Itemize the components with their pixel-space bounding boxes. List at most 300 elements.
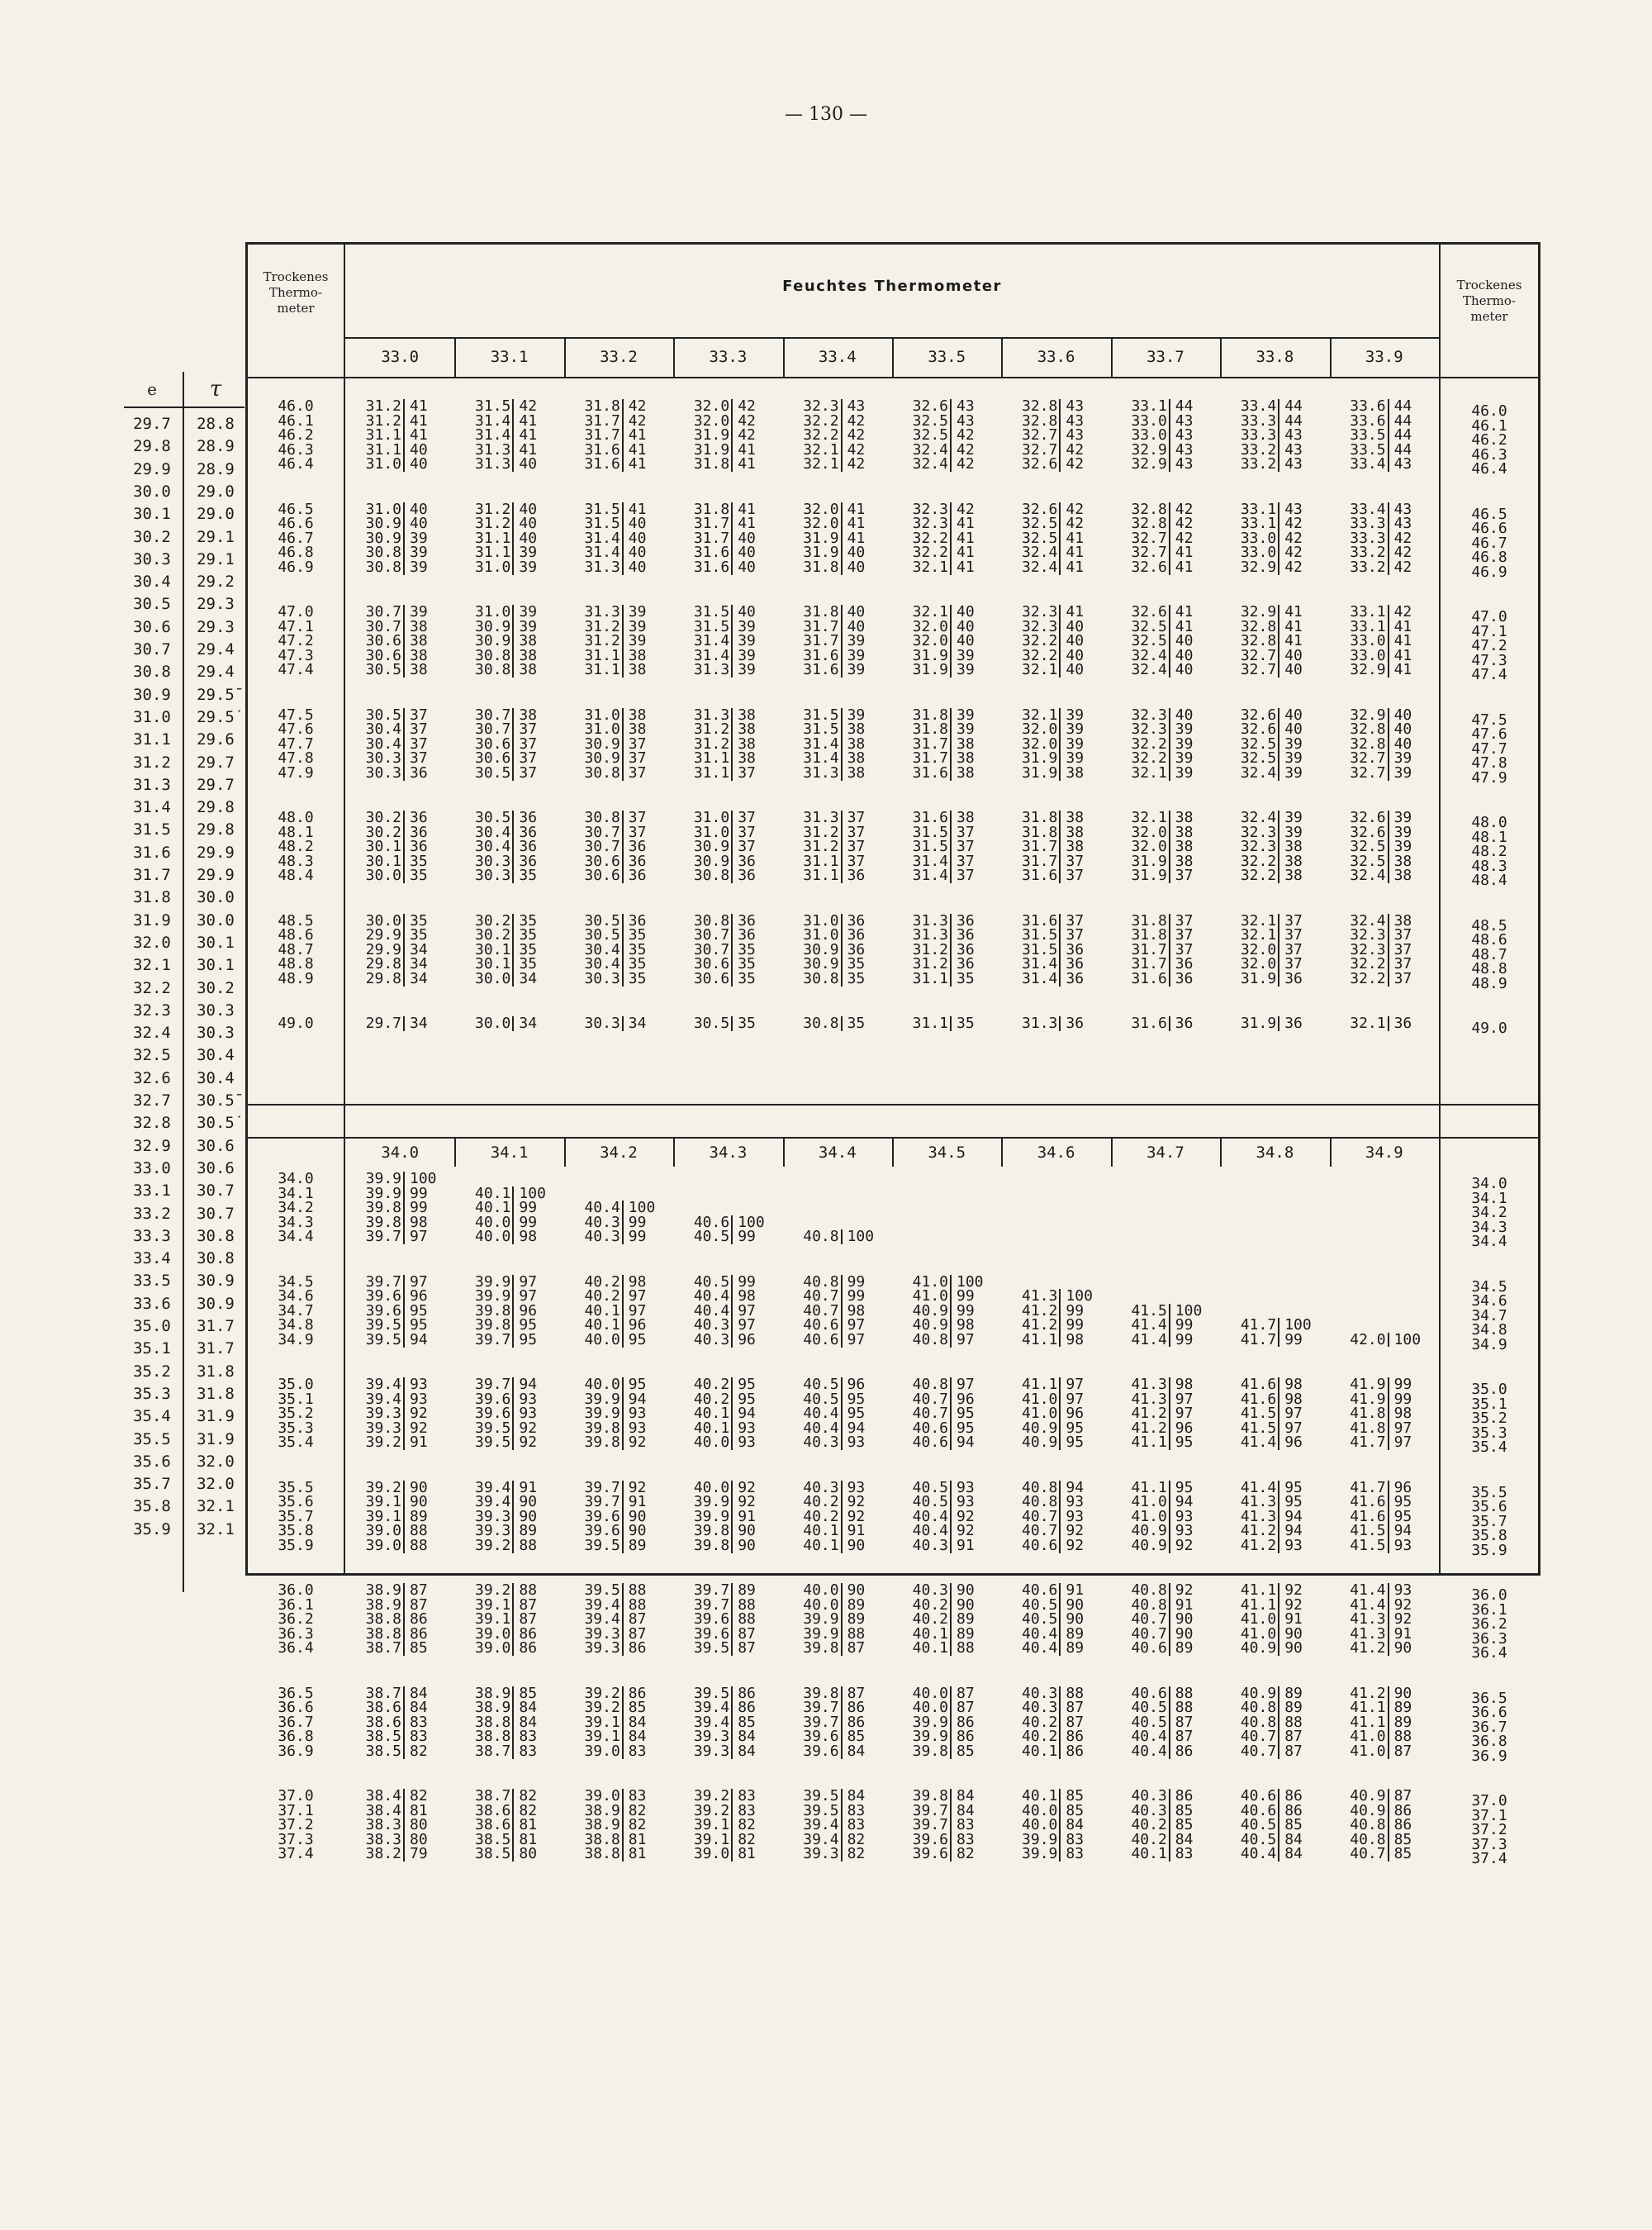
relative-humidity: 84: [847, 1742, 866, 1760]
wet-temperature: 39.8: [693, 1522, 730, 1540]
wet-temperature-values: [1333, 1789, 1386, 1862]
wet-temperature: 32.5: [1022, 529, 1058, 547]
humidity-values: [519, 399, 562, 472]
relative-humidity: 79: [410, 1845, 428, 1863]
relative-humidity: 43: [1393, 500, 1412, 518]
wet-temperature-values: [1004, 1478, 1058, 1554]
relative-humidity: 37: [1393, 926, 1412, 944]
relative-humidity: 39: [410, 529, 428, 547]
wet-temperature: 41.4: [1350, 1581, 1386, 1599]
wet-temperature: 31.8: [1022, 809, 1058, 826]
column-divider: [1330, 1139, 1332, 1167]
wet-temperature: 41.6: [1240, 1376, 1277, 1393]
dry-value: 46.4: [278, 455, 314, 473]
relative-humidity: 87: [1066, 1713, 1085, 1731]
relative-humidity: 94: [1175, 1493, 1194, 1511]
relative-humidity: 35: [628, 955, 647, 973]
wet-temperature: 40.0: [803, 1581, 839, 1599]
wet-temperature: 30.5: [584, 926, 620, 944]
side-e-value: 31.7: [133, 866, 171, 884]
side-e-value: 32.7: [133, 1091, 171, 1110]
wet-temperature: 40.7: [1022, 1507, 1058, 1525]
dry-value: 37.1: [1471, 1806, 1507, 1824]
wet-temperature: 40.5: [693, 1272, 730, 1291]
relative-humidity: 39: [957, 706, 975, 724]
wet-temperature: 41.1: [1022, 1376, 1058, 1393]
wet-temperature: 39.2: [365, 1434, 401, 1452]
side-row: [124, 1338, 244, 1360]
dry-value: 34.8: [278, 1316, 314, 1334]
side-e-value: 33.6: [133, 1294, 171, 1313]
wet-temperature: 39.1: [365, 1507, 401, 1525]
humidity-values: [1284, 1318, 1327, 1347]
humidity-values: [1394, 502, 1437, 575]
wet-temperature: 40.9: [1022, 1434, 1058, 1452]
wet-temperature: 33.6: [1350, 397, 1386, 415]
wet-temperature: 40.9: [912, 1301, 948, 1319]
humidity-values: [1066, 1583, 1108, 1656]
relative-humidity: 99: [410, 1184, 428, 1202]
wet-temperature: 39.4: [584, 1610, 620, 1629]
wet-temperature: 39.8: [584, 1419, 620, 1437]
wet-temperature: 31.5: [693, 617, 730, 635]
wet-temperature: 39.4: [693, 1713, 730, 1731]
wet-cell-group: [895, 1478, 999, 1554]
dry-value: 47.2: [1471, 637, 1507, 655]
relative-humidity: 89: [410, 1507, 428, 1525]
side-tau-value: 29.6: [197, 730, 235, 749]
dry-value: 37.4: [278, 1845, 314, 1863]
value-separator: [1059, 708, 1061, 781]
wet-temperature: 30.4: [584, 955, 620, 973]
wet-temperature: 32.1: [1022, 706, 1058, 724]
wet-temperature: 31.3: [584, 558, 620, 576]
wet-cell-group: [1333, 1583, 1437, 1656]
relative-humidity: 100: [519, 1184, 546, 1202]
wet-temperature-values: [786, 1016, 839, 1031]
wet-temperature-values: [1333, 708, 1386, 781]
relative-humidity: 90: [1284, 1639, 1303, 1657]
wet-temperature-values: [1333, 1016, 1386, 1031]
humidity-values: [410, 1478, 453, 1554]
wet-cell-group: [786, 1583, 890, 1656]
relative-humidity: 86: [1066, 1742, 1085, 1760]
wet-temperature: 30.8: [584, 763, 620, 782]
relative-humidity: 42: [957, 426, 975, 445]
relative-humidity: 87: [957, 1684, 975, 1702]
relative-humidity: 39: [1393, 809, 1412, 826]
relative-humidity: 37: [628, 763, 647, 782]
wet-temperature: 30.6: [365, 632, 401, 650]
relative-humidity: 40: [1066, 632, 1085, 650]
wet-temperature: 40.1: [912, 1639, 948, 1657]
column-divider: [1330, 338, 1332, 377]
relative-humidity: 41: [1066, 529, 1085, 547]
relative-humidity: 34: [410, 940, 428, 958]
wet-temperature: 30.6: [365, 646, 401, 664]
wet-temperature: 31.1: [912, 969, 948, 987]
wet-temperature: 31.0: [475, 558, 511, 576]
relative-humidity: 80: [410, 1816, 428, 1834]
relative-humidity: 93: [738, 1434, 756, 1452]
wet-temperature-values: [895, 911, 948, 987]
relative-humidity: 92: [410, 1419, 428, 1437]
relative-humidity: 40: [628, 544, 647, 562]
relative-humidity: 86: [1393, 1816, 1412, 1834]
relative-humidity: 95: [1175, 1478, 1194, 1496]
wet-temperature: 31.1: [693, 763, 730, 782]
relative-humidity: 44: [1393, 411, 1412, 430]
wet-temperature: 41.4: [1240, 1478, 1277, 1496]
column-header-33.3: 33.3: [709, 348, 748, 366]
column-divider: [1001, 338, 1003, 377]
wet-temperature: 38.5: [365, 1728, 401, 1746]
relative-humidity: 43: [1393, 515, 1412, 533]
humidity-values: [410, 811, 453, 883]
relative-humidity: 90: [847, 1536, 866, 1554]
wet-temperature-values: [1004, 811, 1057, 883]
relative-humidity: 36: [519, 823, 538, 841]
relative-humidity: 84: [410, 1699, 428, 1717]
wet-temperature: 31.4: [475, 426, 511, 445]
relative-humidity: 89: [628, 1536, 647, 1554]
wet-temperature: 40.7: [1240, 1742, 1277, 1760]
relative-humidity: 36: [628, 867, 647, 885]
relative-humidity: 84: [1284, 1830, 1303, 1848]
wet-temperature: 31.7: [584, 426, 620, 445]
wet-temperature: 41.1: [1350, 1713, 1386, 1731]
value-separator: [1388, 605, 1389, 678]
dry-values-right: [1441, 610, 1538, 682]
relative-humidity: 39: [1175, 749, 1194, 768]
wet-temperature: 30.9: [693, 852, 730, 870]
relative-humidity: 42: [1284, 558, 1303, 576]
side-e-value: 35.4: [133, 1407, 171, 1426]
relative-humidity: 39: [847, 661, 866, 679]
wet-cell-group: [567, 1272, 672, 1348]
wet-cell-group: [1114, 1583, 1218, 1656]
relative-humidity: 38: [1393, 867, 1412, 885]
wet-cell-group: [1333, 1377, 1437, 1450]
value-separator: [622, 1377, 624, 1450]
relative-humidity: 95: [1393, 1493, 1412, 1511]
relative-humidity: 42: [957, 500, 975, 518]
wet-temperature: 40.3: [803, 1434, 839, 1452]
wet-temperature-values: [458, 1478, 511, 1554]
relative-humidity: 86: [738, 1699, 756, 1717]
relative-humidity: 93: [1393, 1536, 1412, 1554]
side-tau-value: 30.8: [197, 1249, 235, 1268]
side-tau-value: 30.9: [197, 1272, 235, 1291]
wet-temperature: 33.0: [1240, 529, 1277, 547]
relative-humidity: 37: [628, 809, 647, 826]
relative-humidity: 85: [738, 1713, 756, 1731]
humidity-values: [1066, 708, 1108, 781]
wet-cell-group: [567, 708, 672, 781]
relative-humidity: 100: [1175, 1301, 1203, 1319]
relative-humidity: 41: [1393, 632, 1412, 650]
wet-temperature-values: [786, 1272, 839, 1348]
wet-temperature: 40.6: [803, 1316, 839, 1334]
relative-humidity: 40: [1066, 661, 1085, 679]
wet-temperature: 32.8: [1131, 515, 1167, 533]
wet-temperature: 41.2: [1022, 1301, 1058, 1319]
side-e-value: 35.8: [133, 1497, 171, 1516]
wet-temperature-values: [349, 911, 401, 987]
relative-humidity: 35: [957, 1015, 975, 1032]
wet-temperature: 31.2: [803, 823, 839, 841]
wet-temperature: 32.8: [1240, 632, 1277, 650]
wet-temperature: 39.3: [693, 1742, 730, 1760]
relative-humidity: 86: [1175, 1742, 1194, 1760]
wet-temperature: 40.0: [693, 1434, 730, 1452]
relative-humidity: 36: [1066, 955, 1085, 973]
relative-humidity: 88: [847, 1624, 866, 1643]
wet-temperature: 31.5: [803, 720, 839, 739]
relative-humidity: 97: [1175, 1405, 1194, 1423]
wet-temperature: 32.2: [1240, 867, 1277, 885]
dry-value: 34.2: [1471, 1204, 1507, 1222]
humidity-values: [957, 1478, 999, 1554]
wet-temperature: 31.9: [803, 529, 839, 547]
wet-temperature-values: [349, 1016, 401, 1031]
wet-temperature: 40.6: [1240, 1801, 1277, 1819]
relative-humidity: 39: [847, 646, 866, 664]
relative-humidity: 35: [738, 955, 756, 973]
dry-value: 37.2: [278, 1816, 314, 1834]
relative-humidity: 42: [628, 411, 647, 430]
side-e-value: 31.2: [133, 753, 171, 772]
relative-humidity: 40: [738, 529, 756, 547]
relative-humidity: 87: [1175, 1728, 1194, 1746]
wet-temperature: 41.4: [1131, 1330, 1167, 1348]
humidity-values: [847, 502, 890, 575]
wet-cell-group: [1114, 1377, 1218, 1450]
relative-humidity: 38: [628, 720, 647, 739]
wet-temperature: 31.0: [475, 603, 511, 621]
wet-temperature: 30.0: [365, 867, 401, 885]
dry-value: 47.3: [278, 646, 314, 664]
relative-humidity: 39: [1066, 749, 1085, 768]
relative-humidity: 37: [1066, 926, 1085, 944]
relative-humidity: 82: [410, 1787, 428, 1804]
wet-temperature: 39.0: [365, 1522, 401, 1540]
wet-temperature-values: [676, 1016, 729, 1031]
value-separator: [512, 1377, 514, 1450]
wet-temperature: 32.9: [1240, 603, 1277, 621]
relative-humidity: 93: [957, 1493, 975, 1511]
relative-humidity: 42: [1175, 515, 1194, 533]
humidity-values: [410, 1789, 453, 1862]
dry-value: 48.9: [1471, 974, 1507, 992]
dry-value: 36.8: [1471, 1733, 1507, 1751]
relative-humidity: 96: [1393, 1478, 1412, 1496]
value-separator: [841, 1377, 843, 1450]
wet-temperature: 41.0: [1131, 1507, 1167, 1525]
relative-humidity: 99: [1175, 1330, 1194, 1348]
relative-humidity: 40: [628, 529, 647, 547]
wet-cell-group: [786, 811, 890, 883]
relative-humidity: 88: [1393, 1728, 1412, 1746]
wet-temperature: 31.1: [584, 661, 620, 679]
wet-temperature: 30.8: [803, 1015, 839, 1032]
wet-temperature: 40.5: [1131, 1713, 1167, 1731]
wet-temperature: 40.3: [1022, 1699, 1058, 1717]
wet-cell-group: [676, 1789, 781, 1862]
relative-humidity: 38: [1284, 867, 1303, 885]
wet-temperature: 39.8: [475, 1316, 511, 1334]
dry-values-left: [248, 1272, 344, 1348]
humidity-values: [1066, 1789, 1108, 1862]
value-separator: [512, 1016, 514, 1031]
wet-temperature: 38.9: [475, 1684, 511, 1702]
wet-temperature: 31.0: [365, 500, 401, 518]
humidity-values: [1066, 1289, 1108, 1347]
value-separator: [622, 1275, 624, 1348]
wet-temperature: 32.0: [693, 397, 730, 415]
relative-humidity: 97: [738, 1316, 756, 1334]
wet-temperature: 31.5: [912, 823, 948, 841]
relative-humidity: 90: [1066, 1595, 1085, 1614]
column-divider: [1111, 338, 1113, 377]
wet-temperature-values: [567, 1272, 620, 1348]
side-e-value: 29.9: [133, 459, 171, 478]
dry-values-left: [248, 1377, 344, 1450]
wet-temperature: 31.0: [584, 720, 620, 739]
wet-temperature: 40.3: [803, 1478, 839, 1496]
wet-cell-group: [1004, 1016, 1108, 1031]
humidity-values: [410, 911, 453, 987]
side-row: [124, 435, 244, 458]
side-row: [124, 571, 244, 593]
value-separator: [1278, 1583, 1279, 1656]
wet-temperature: 30.1: [475, 940, 511, 958]
relative-humidity: 96: [847, 1376, 866, 1393]
value-separator: [1388, 502, 1389, 575]
relative-humidity: 95: [1284, 1478, 1303, 1496]
wet-temperature: 39.9: [1022, 1845, 1058, 1863]
humidity-values: [738, 1686, 781, 1759]
wet-temperature-values: [895, 1686, 948, 1759]
wet-temperature: 39.3: [584, 1624, 620, 1643]
wet-temperature: 40.3: [1022, 1684, 1058, 1702]
dry-value: 46.0: [1471, 402, 1507, 420]
side-tau-value: 31.9: [197, 1429, 235, 1448]
wet-temperature: 40.8: [1350, 1816, 1386, 1834]
relative-humidity: 84: [738, 1728, 756, 1746]
value-separator: [731, 502, 733, 575]
dry-value: 37.3: [1471, 1835, 1507, 1853]
relative-humidity: 91: [847, 1522, 866, 1540]
wet-temperature: 32.2: [803, 411, 839, 430]
wet-temperature: 30.8: [693, 911, 730, 930]
humidity-values: [628, 911, 672, 987]
wet-temperature: 32.2: [1131, 749, 1167, 768]
humidity-values: [957, 811, 999, 883]
wet-temperature-values: [786, 1686, 839, 1759]
wet-temperature: 30.3: [584, 1015, 620, 1032]
wet-temperature: 38.8: [584, 1830, 620, 1848]
wet-temperature: 40.0: [803, 1595, 839, 1614]
column-divider: [1111, 1139, 1113, 1167]
side-tau-value: 31.8: [197, 1362, 235, 1381]
humidity-values: [1284, 708, 1327, 781]
wet-temperature: 30.5: [475, 809, 511, 826]
relative-humidity: 41: [519, 426, 538, 445]
wet-cell-group: [786, 502, 890, 575]
wet-temperature: 31.3: [803, 809, 839, 826]
side-e-value: 30.1: [133, 505, 171, 524]
value-separator: [1059, 811, 1061, 883]
wet-cell-group: [1223, 1377, 1327, 1450]
value-separator: [1278, 811, 1279, 883]
wet-temperature: 32.0: [1131, 823, 1167, 841]
side-row: [124, 887, 244, 909]
wet-cell-group: [349, 1789, 453, 1862]
dry-value: 35.0: [1471, 1381, 1507, 1398]
humidity-values: [629, 1377, 672, 1450]
humidity-values: [738, 1016, 781, 1031]
dry-values-left: [248, 605, 344, 678]
side-tau-value: 30.5̄: [197, 1091, 235, 1110]
wet-temperature: 40.3: [584, 1213, 620, 1231]
wet-temperature: 40.5: [1131, 1699, 1167, 1717]
relative-humidity: 36: [410, 763, 428, 782]
wet-temperature: 39.6: [803, 1728, 839, 1746]
relative-humidity: 90: [1175, 1610, 1194, 1629]
wet-temperature: 32.3: [1350, 926, 1386, 944]
humidity-values: [410, 1272, 453, 1348]
value-separator: [512, 1186, 514, 1244]
side-tau-value: 29.7: [197, 753, 235, 772]
wet-temperature: 39.6: [803, 1742, 839, 1760]
value-separator: [622, 1016, 624, 1031]
wet-temperature: 41.4: [1350, 1595, 1386, 1614]
relative-humidity: 36: [738, 911, 756, 930]
humidity-values: [1394, 605, 1437, 678]
wet-cell-group: [567, 1377, 672, 1450]
wet-cell-group: [786, 1478, 890, 1554]
relative-humidity: 86: [410, 1624, 428, 1643]
relative-humidity: 36: [957, 926, 975, 944]
side-row: [124, 503, 244, 525]
side-e-value: 33.1: [133, 1182, 171, 1201]
relative-humidity: 99: [1175, 1316, 1194, 1334]
wet-temperature: 40.0: [584, 1376, 620, 1393]
wet-temperature: 30.8: [803, 969, 839, 987]
value-separator: [512, 1275, 514, 1348]
humidity-values: [1284, 1016, 1327, 1031]
wet-temperature: 39.5: [693, 1684, 730, 1702]
value-separator: [512, 502, 514, 575]
side-row: [124, 1000, 244, 1022]
relative-humidity: 43: [1284, 500, 1303, 518]
wet-temperature: 31.4: [803, 749, 839, 768]
relative-humidity: 43: [1284, 440, 1303, 459]
relative-humidity: 37: [519, 735, 538, 753]
relative-humidity: 39: [628, 617, 647, 635]
side-e-value: 30.8: [133, 663, 171, 682]
wet-temperature: 33.5: [1350, 440, 1386, 459]
section-rule-upper: [248, 1104, 1538, 1105]
dry-values-left: [248, 1478, 344, 1554]
relative-humidity: 93: [628, 1419, 647, 1437]
relative-humidity: 40: [410, 455, 428, 473]
wet-temperature: 40.9: [1131, 1536, 1167, 1554]
relative-humidity: 35: [519, 911, 538, 930]
wet-temperature: 39.8: [803, 1684, 839, 1702]
dry-value: 46.6: [278, 515, 314, 533]
